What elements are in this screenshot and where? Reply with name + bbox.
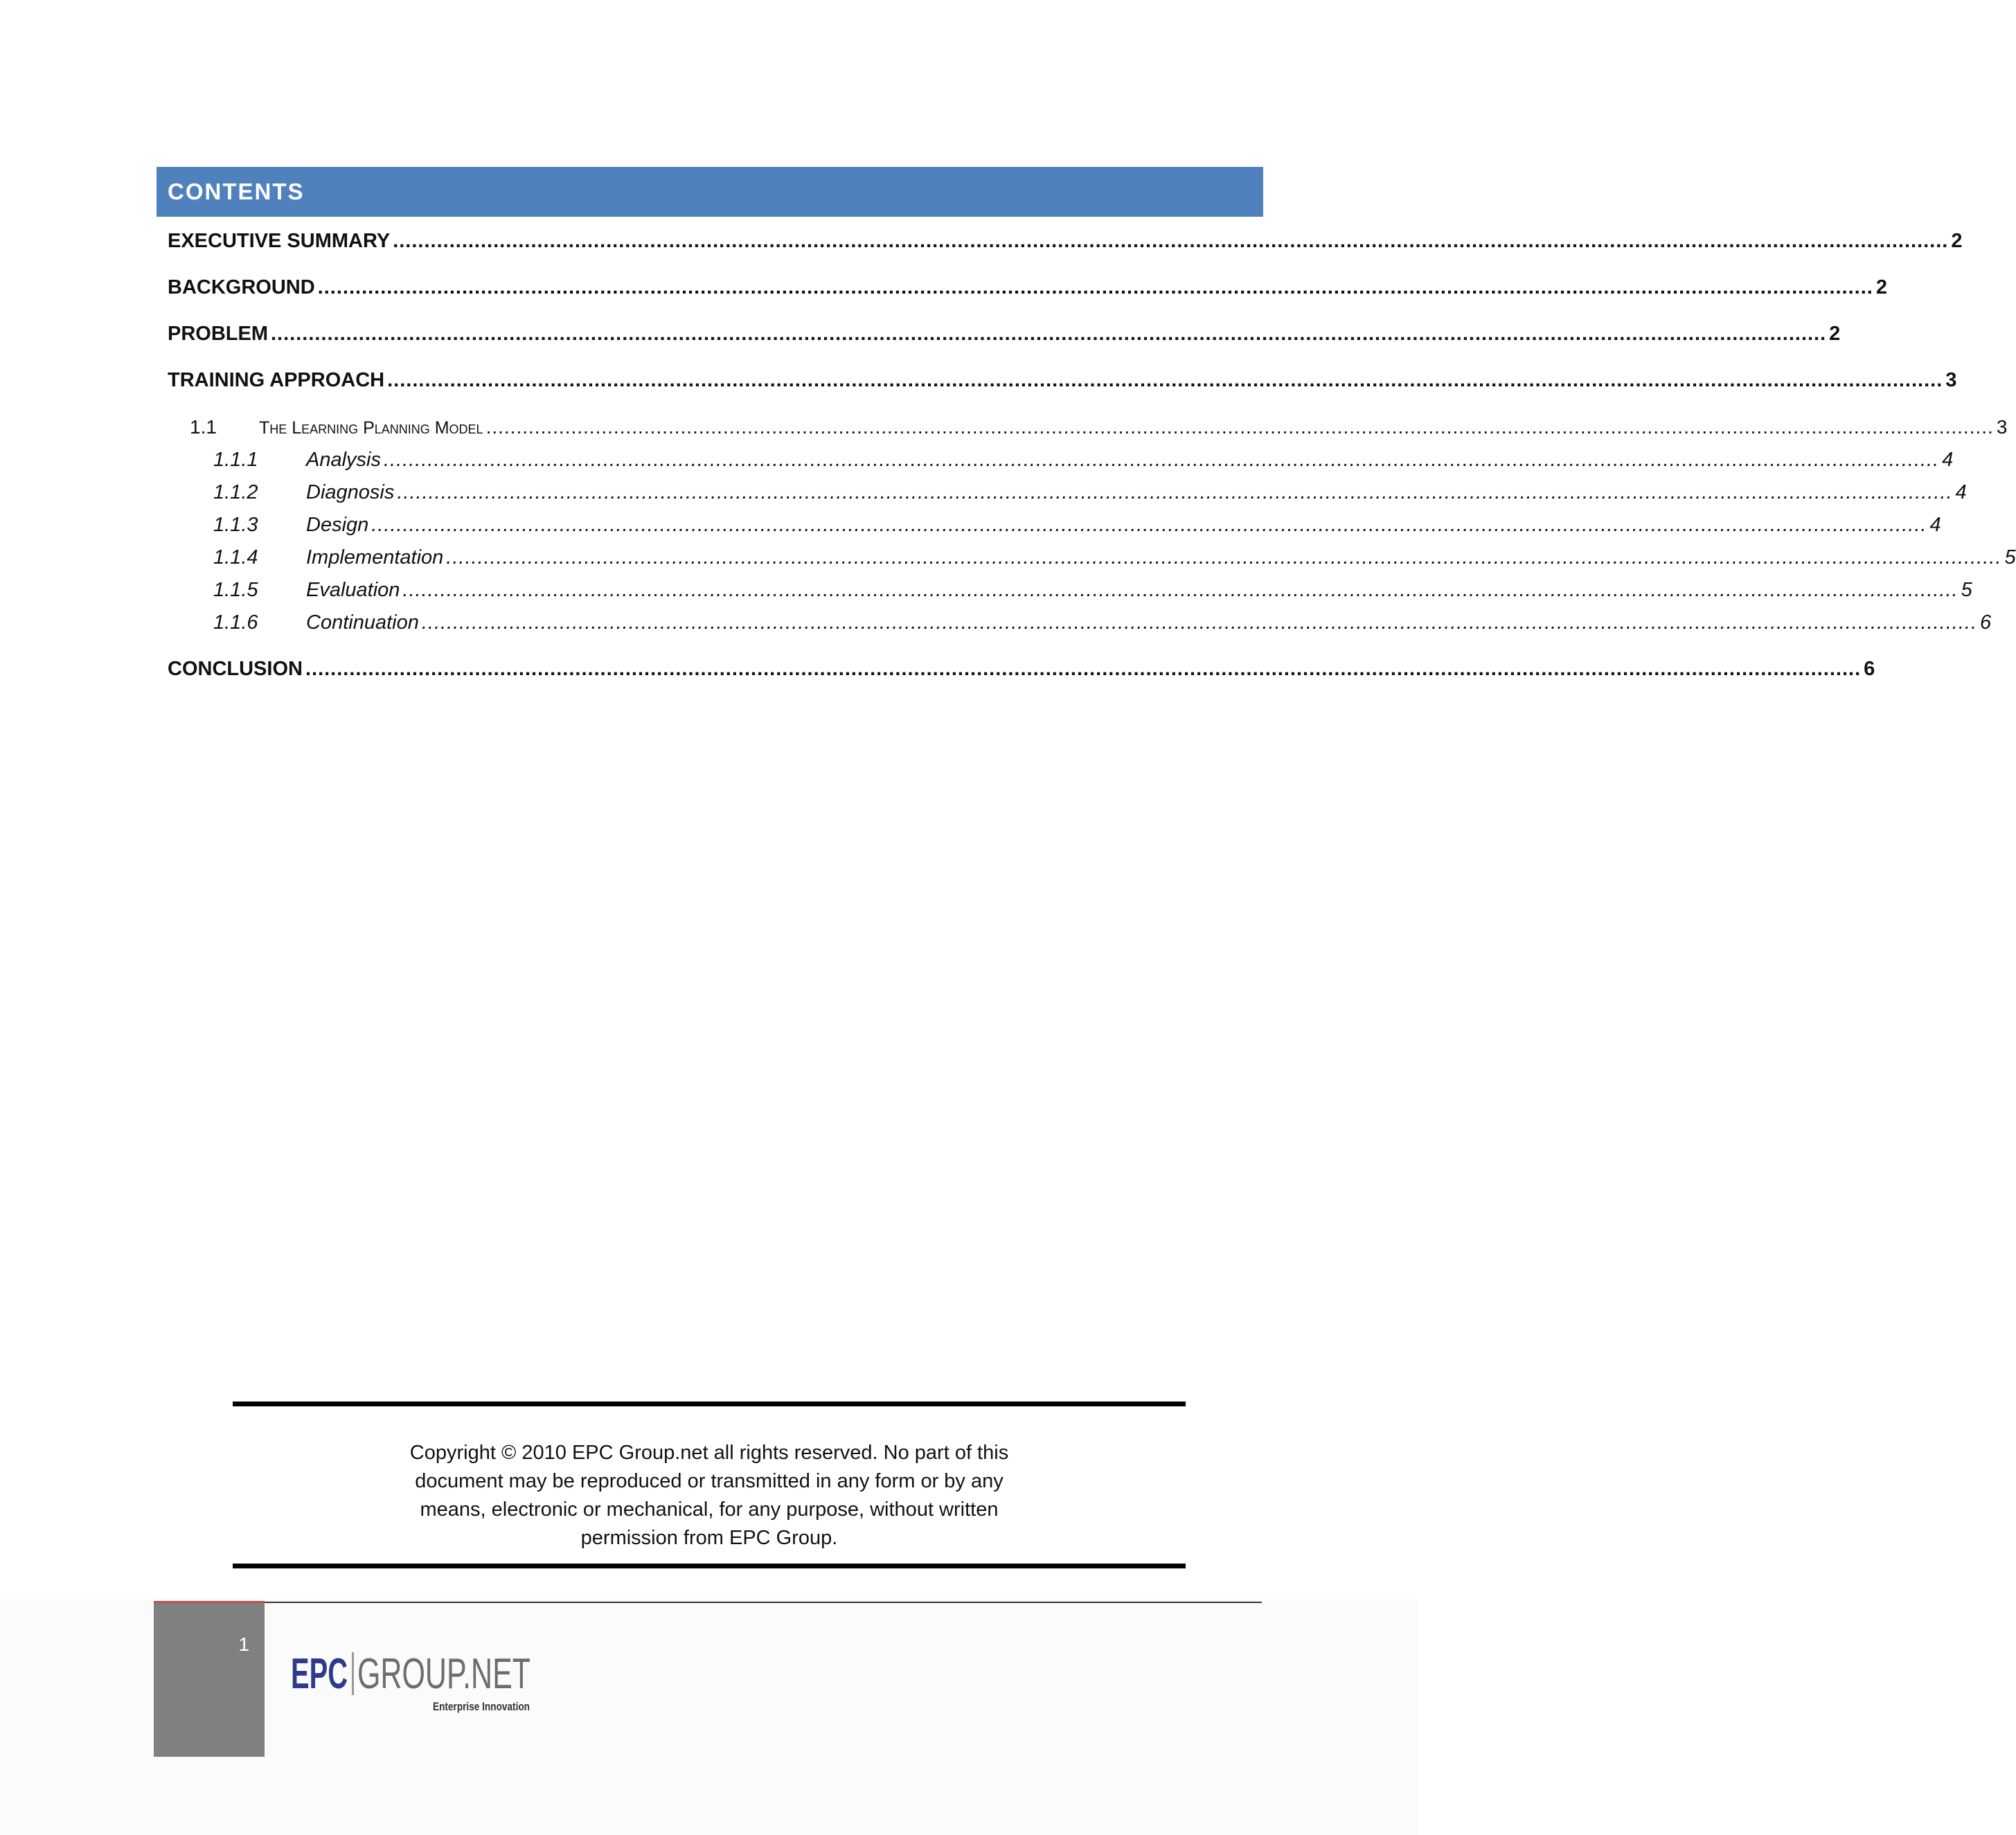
toc-entry[interactable] xyxy=(168,230,1963,260)
toc-leader: ........................................................................................................................................................................................................................................................ xyxy=(393,230,1949,252)
toc-entry-number: 1.1.3 xyxy=(213,514,258,536)
toc-entry-page: 3 xyxy=(1996,416,2008,438)
toc-subsubentry[interactable] xyxy=(168,611,1992,642)
toc-entry-title: Diagnosis xyxy=(306,481,395,503)
epc-group-logo xyxy=(291,1648,540,1717)
logo-brand-left: EPC xyxy=(291,1650,348,1698)
toc-leader: ........................................................................................................................................................................................................................................................ xyxy=(271,323,1827,345)
toc-subsubentry[interactable] xyxy=(168,546,2016,577)
copyright-rule-bottom xyxy=(233,1564,1186,1568)
copyright-rule-top xyxy=(233,1402,1186,1406)
toc-subentry[interactable] xyxy=(168,416,2008,447)
toc-leader: ........................................................................................................................................................................................................................................................ xyxy=(446,546,2002,569)
toc-entry-number: 1.1.1 xyxy=(213,449,258,471)
toc-subsubentry[interactable] xyxy=(168,514,1941,544)
toc-subsubentry[interactable] xyxy=(168,449,1954,479)
toc-entry-page: 2 xyxy=(1829,323,1841,345)
toc-leader: ........................................................................................................................................................................................................................................................ xyxy=(387,369,1943,391)
toc-entry-page: 6 xyxy=(1980,611,1992,634)
toc-leader: ........................................................................................................................................................................................................................................................ xyxy=(371,514,1927,536)
toc-entry-page: 5 xyxy=(2004,546,2016,569)
footer-divider xyxy=(154,1602,1262,1603)
toc-entry-title: CONCLUSION xyxy=(168,658,303,680)
toc-entry-page: 2 xyxy=(1875,276,1887,298)
toc-entry[interactable] xyxy=(168,323,1841,353)
copyright-notice: Copyright © 2010 EPC Group.net all rights reserved. No part of this document may be reproduced or transmitted in any form or by any means, electronic or mechanical, for any purpose, without written permission from EPC Group. xyxy=(409,1442,1009,1549)
toc-entry[interactable] xyxy=(168,369,1957,400)
toc-heading-band xyxy=(157,167,1263,217)
toc-heading: CONTENTS xyxy=(168,179,305,204)
logo-tagline: Enterprise Innovation xyxy=(433,1700,530,1713)
toc-leader: ........................................................................................................................................................................................................................................................ xyxy=(421,611,1978,634)
toc-entry[interactable] xyxy=(168,658,1875,688)
toc-entry-title: EXECUTIVE SUMMARY xyxy=(168,230,391,252)
toc-leader: ........................................................................................................................................................................................................................................................ xyxy=(317,276,1873,298)
toc-leader: ........................................................................................................................................................................................................................................................ xyxy=(305,658,1862,680)
toc-entry-page: 4 xyxy=(1942,449,1954,471)
toc-entry-number: 1.1.4 xyxy=(213,546,258,569)
toc-entry-title: Evaluation xyxy=(306,579,400,601)
toc-entry-page: 5 xyxy=(1961,579,1972,601)
page-number: 1 xyxy=(238,1633,249,1655)
logo-divider xyxy=(352,1652,354,1695)
toc-entry-page: 4 xyxy=(1929,514,1941,536)
toc-entry-number: 1.1.6 xyxy=(213,611,258,634)
logo-brand-right: GROUP.NET xyxy=(357,1650,530,1698)
toc-entry-page: 3 xyxy=(1945,369,1957,391)
toc-leader: ........................................................................................................................................................................................................................................................ xyxy=(384,449,1940,471)
toc-subsubentry[interactable] xyxy=(168,481,1967,512)
toc-entry-title: PROBLEM xyxy=(168,323,268,345)
toc-entry-number: 1.1.2 xyxy=(213,481,258,503)
toc-entry-title: Continuation xyxy=(306,611,419,634)
toc-entry-title: Analysis xyxy=(306,449,381,471)
toc-entry-title: Design xyxy=(306,514,369,536)
toc-entry-title: Implementation xyxy=(306,546,444,569)
toc-leader: ........................................................................................................................................................................................................................................................ xyxy=(402,579,1959,601)
toc-leader: ........................................................................................................................................................................................................................................................ xyxy=(397,481,1953,503)
toc-leader: ........................................................................................................................................................................................................................................................ xyxy=(485,416,1994,438)
toc-entry-page: 6 xyxy=(1864,658,1875,680)
toc-entry-page: 4 xyxy=(1955,481,1967,503)
toc-entry[interactable] xyxy=(168,276,1887,307)
toc-entry-title: TRAINING APPROACH xyxy=(168,369,385,391)
toc-subsubentry[interactable] xyxy=(168,579,1972,609)
toc-entry-page: 2 xyxy=(1951,230,1963,252)
page-number-box xyxy=(154,1603,265,1757)
toc-entry-number: 1.1 xyxy=(190,416,217,438)
toc-entry-title: The Learning Planning Model xyxy=(259,418,483,438)
toc-entry-number: 1.1.5 xyxy=(213,579,258,601)
toc-entry-title: BACKGROUND xyxy=(168,276,315,298)
